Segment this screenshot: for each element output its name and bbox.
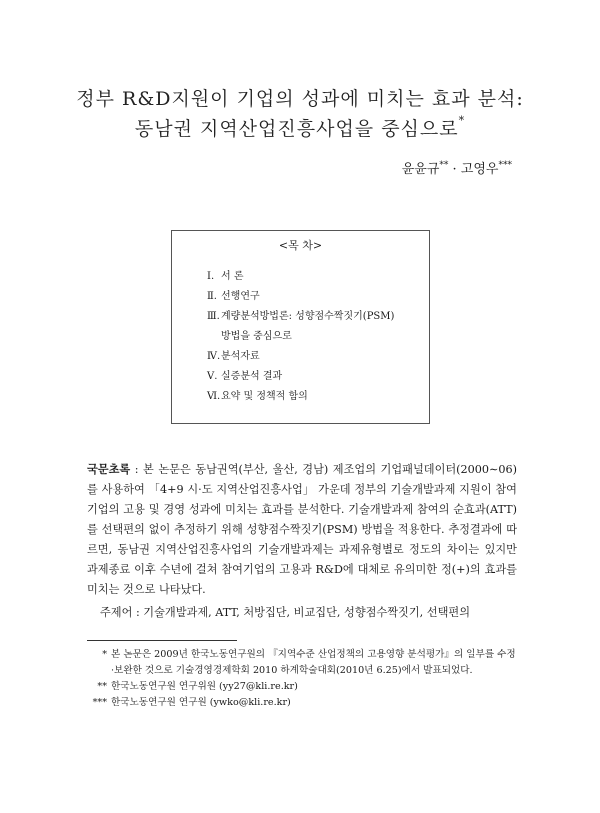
toc-item-number: Ⅳ.: [207, 351, 221, 362]
korean-abstract: [87, 460, 517, 600]
footnote: [87, 695, 517, 711]
toc-item-label: 실증분석 결과: [221, 371, 283, 382]
paper-title-line-1: 정부 R&D지원이 기업의 성과에 미치는 효과 분석:: [76, 88, 524, 110]
toc-item: [207, 347, 394, 367]
toc-item-continuation: [207, 327, 394, 347]
toc-item-number: Ⅴ.: [207, 371, 218, 382]
toc-item-label: 분석자료: [221, 351, 260, 362]
author-line: [402, 158, 512, 177]
toc-item-number: Ⅵ.: [207, 391, 221, 402]
toc-item: [207, 287, 394, 307]
footnote-mark: ***: [92, 697, 107, 708]
toc-item: [207, 387, 394, 407]
toc-item-label: 방법을 중심으로: [221, 331, 292, 342]
footnote-text: 한국노동연구원 연구원 (ywko@kli.re.kr): [111, 697, 291, 708]
table-of-contents-box: [171, 230, 430, 424]
footnote-text: 본 논문은 2009년 한국노동연구원의 『지역수준 산업정책의 고용영향 분석평가』의 일부를 수정·보완한 것으로 기술경영경제학회 2010 하계학술대회(2010년 6.25)에서 발표되었다.: [111, 649, 516, 676]
footnotes: [87, 647, 517, 711]
toc-item-label: 서 론: [221, 271, 244, 282]
abstract-text: : 본 논문은 동남권역(부산, 울산, 경남) 제조업의 기업패널데이터(2000∼06)를 사용하여 「4+9 시·도 지역산업진흥사업」 가운데 정부의 기술개발과제 지원이 참여기업의 고용 및 경영 성과에 미치는 효과를 분석한다. 기술개발과제 참여의 순효과(ATT)를 선택편의 없이 추정하기 위해 성향점수짝짓기(PSM) 방법을 적용한다. 추정결과에 따르면, 동남권 지역산업진흥사업의 기술개발과제는 과제유형별로 정도의 차이는 있지만 과제종료 이후 수년에 걸쳐 참여기업의 고용과 R&D에 대체로 유의미한 정(+)의 효과를 미치는 것으로 나타났다.: [87, 463, 517, 596]
toc-item-label: 선행연구: [221, 291, 260, 302]
paper-title-line-2: [0, 114, 600, 141]
author-1-name: 윤윤규: [401, 162, 440, 177]
title-footnote-mark: *: [458, 114, 466, 127]
abstract-label: 국문초록: [87, 463, 131, 476]
toc-item-number: Ⅱ.: [207, 291, 217, 302]
toc-heading: <목 차>: [278, 239, 323, 252]
author-2-name: 고영우: [460, 162, 499, 177]
toc-item: [207, 367, 394, 387]
footnote: [87, 647, 517, 679]
footnote-mark: **: [97, 681, 107, 692]
paper-title-line-2-text: 동남권 지역산업진흥사업을 중심으로: [134, 118, 459, 140]
author-2-mark: ***: [498, 160, 512, 171]
footnote-divider: [87, 640, 237, 641]
toc-list: [207, 267, 394, 407]
toc-item: [207, 307, 394, 327]
toc-item-number: Ⅰ.: [207, 271, 215, 282]
footnote-mark: *: [102, 649, 107, 660]
toc-item: [207, 267, 394, 287]
toc-item-number: Ⅲ.: [207, 311, 220, 322]
toc-item-label: 요약 및 정책적 함의: [221, 391, 308, 402]
toc-item-label: 계량분석방법론: 성향점수짝짓기(PSM): [221, 311, 395, 322]
footnote: [87, 679, 517, 695]
author-1-mark: **: [439, 160, 449, 171]
author-separator: ·: [448, 162, 461, 177]
footnote-text: 한국노동연구원 연구위원 (yy27@kli.re.kr): [111, 681, 298, 692]
keywords-line: 주제어 : 기술개발과제, ATT, 처방집단, 비교집단, 성향점수짝짓기, 선택편의: [100, 606, 470, 619]
